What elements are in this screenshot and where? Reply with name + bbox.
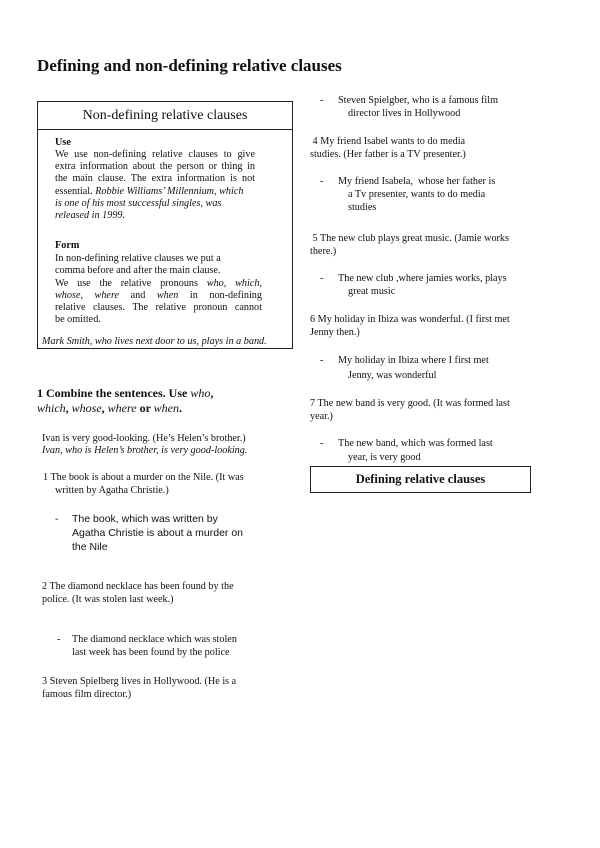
defining-clauses-box: Defining relative clauses: [310, 466, 531, 493]
question-5-line-2: there.): [310, 246, 337, 257]
answer-3-line-1: Steven Spielgber, who is a famous film: [338, 95, 499, 106]
answer-2-line-2: last week has been found by the police: [72, 647, 230, 658]
answer-5-line-1: The new club ,where jamies works, plays: [338, 273, 507, 284]
info-box-example: Mark Smith, who lives next door to us, plays in a band.: [42, 336, 267, 347]
question-1-line-2: written by Agatha Christie.): [55, 485, 169, 496]
form-line-6: be omitted.: [55, 314, 101, 325]
use-example-line-3: released in 1999.: [55, 210, 126, 221]
question-7-line-2: year.): [310, 411, 333, 422]
example-answer: Ivan, who is Helen’s brother, is very good-looking.: [42, 445, 248, 456]
form-line-2: comma before and after the main clause.: [55, 265, 221, 276]
question-6-line-2: Jenny then.): [310, 327, 360, 338]
form-line-1: In non-defining relative clauses we put a: [55, 253, 221, 264]
answer-4-line-1: My friend Isabela, whose her father is: [338, 176, 496, 187]
info-box-heading: Non-defining relative clauses: [38, 102, 292, 130]
answer-6-line-1: My holiday in Ibiza where I first met: [338, 355, 489, 366]
answer-3-dash: -: [320, 95, 324, 106]
answer-4-dash: -: [320, 176, 324, 187]
form-line-4: whose, where and when in non-defining: [55, 290, 262, 301]
answer-4-line-3: studies: [348, 202, 377, 213]
example-question: Ivan is very good-looking. (He’s Helen’s brother.): [42, 433, 246, 444]
form-line-5: relative clauses. The relative pronoun cannot: [55, 302, 262, 313]
answer-4-line-2: a Tv presenter, wants to do media: [348, 189, 486, 200]
question-3-line-1: 3 Steven Spielberg lives in Hollywood. (He is a: [42, 676, 237, 687]
use-example-line-2: is one of his most successful singles, was: [55, 198, 222, 209]
question-7-line-1: 7 The new band is very good. (It was formed last: [310, 398, 510, 409]
answer-6-dash: -: [320, 355, 324, 366]
answer-3-line-2: director lives in Hollywood: [348, 108, 461, 119]
question-5-line-1: 5 The new club plays great music. (Jamie works: [310, 233, 509, 244]
answer-7-dash: -: [320, 438, 324, 449]
question-1-line-1: 1 The book is about a murder on the Nile. (It was: [43, 472, 244, 483]
answer-7-line-2: year, is very good: [348, 452, 421, 463]
answer-7-line-1: The new band, which was formed last: [338, 438, 493, 449]
form-line-3: We use the relative pronouns who, which,: [55, 278, 262, 289]
question-6-line-1: 6 My holiday in Ibiza was wonderful. (I first met: [310, 314, 510, 325]
exercise-heading-line-1: 1 Combine the sentences. Use who,: [37, 386, 214, 400]
answer-1-line-2: Agatha Christie is about a murder on: [72, 527, 244, 539]
form-label: Form: [55, 240, 80, 251]
answer-2-line-1: The diamond necklace which was stolen: [72, 634, 237, 645]
answer-5-dash: -: [320, 273, 324, 284]
question-2-line-1: 2 The diamond necklace has been found by the: [42, 581, 234, 592]
use-line-1: We use non-defining relative clauses to give: [55, 149, 255, 160]
use-line-4: essential. Robbie Williams’ Millennium, which: [55, 186, 244, 197]
answer-2-dash: -: [57, 634, 61, 645]
answer-6-line-2: Jenny, was wonderful: [348, 370, 437, 381]
answer-1-line-3: the Nile: [72, 541, 108, 553]
question-4-line-1: 4 My friend Isabel wants to do media: [310, 136, 466, 147]
use-line-2: extra information about the person or thing in: [55, 161, 255, 172]
use-label: Use: [55, 137, 71, 148]
question-4-line-2: studies. (Her father is a TV presenter.): [310, 149, 466, 160]
exercise-heading-line-2: which, whose, where or when.: [37, 401, 183, 415]
answer-5-line-2: great music: [348, 286, 396, 297]
page-title: Defining and non-defining relative clauses: [37, 56, 342, 75]
answer-1-line-1: The book, which was written by: [72, 513, 218, 525]
question-3-line-2: famous film director.): [42, 689, 132, 700]
question-2-line-2: police. (It was stolen last week.): [42, 594, 174, 605]
answer-1-dash: -: [55, 513, 59, 525]
use-line-3: the main clause. The extra information is not: [55, 173, 255, 184]
